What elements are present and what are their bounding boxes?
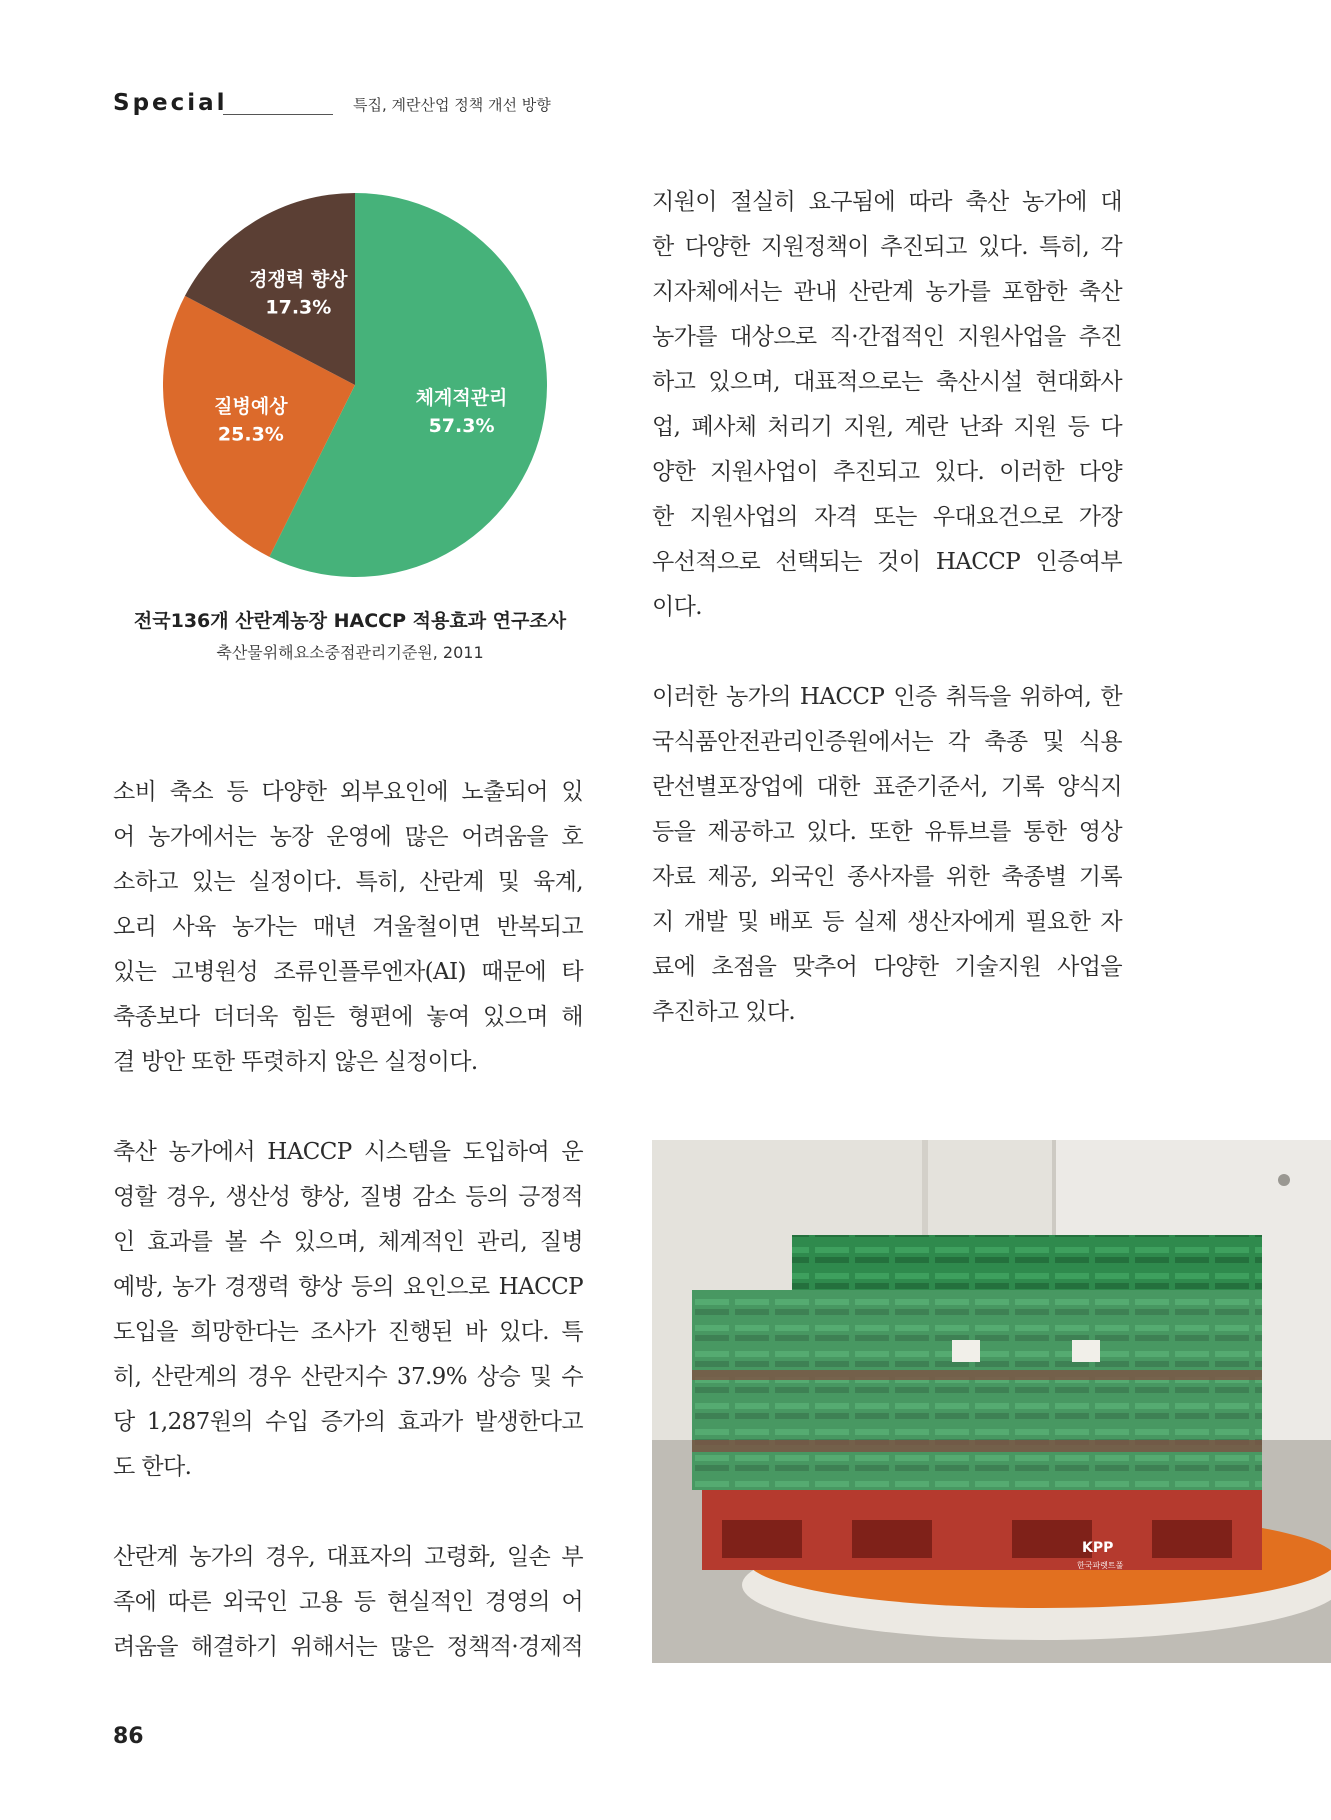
text-line: 농가를 대상으로 직·간접적인 지원사업을 추진 xyxy=(652,324,1122,350)
text-line: 축종보다 더더욱 힘든 형편에 놓여 있으며 해 xyxy=(113,1004,583,1030)
page-number: 86 xyxy=(113,1724,144,1749)
left-paragraph-3 xyxy=(113,1535,583,1670)
text-line: 지원이 절실히 요구됨에 따라 축산 농가에 대 xyxy=(652,189,1122,215)
left-paragraph-2 xyxy=(113,1130,583,1490)
pallet-subtext: 한국파렛트풀 xyxy=(1077,1561,1124,1570)
left-column xyxy=(113,770,583,1670)
section-label: Special xyxy=(113,90,228,116)
left-paragraph-1 xyxy=(113,770,583,1085)
text-line: 결 방안 또한 뚜렷하지 않은 실정이다. xyxy=(113,1049,478,1075)
text-line: 이러한 농가의 HACCP 인증 취득을 위하여, 한 xyxy=(652,684,1122,710)
slice-value: 17.3% xyxy=(265,296,332,319)
text-line: 축산 농가에서 HACCP 시스템을 도입하여 운 xyxy=(113,1139,583,1165)
text-line: 양한 지원사업이 추진되고 있다. 이러한 다양 xyxy=(652,459,1122,485)
text-line: 국식품안전관리인증원에서는 각 축종 및 식용 xyxy=(652,729,1122,755)
pallet-photo xyxy=(652,1140,1331,1663)
text-line: 소비 축소 등 다양한 외부요인에 노출되어 있 xyxy=(113,779,583,805)
right-column xyxy=(652,180,1122,1035)
text-line: 당 1,287원의 수입 증가의 효과가 발생한다고 xyxy=(113,1409,583,1435)
pallet-illustration xyxy=(652,1140,1331,1663)
text-line: 하고 있으며, 대표적으로는 축산시설 현대화사 xyxy=(652,369,1122,395)
text-line: 자료 제공, 외국인 종사자를 위한 축종별 기록 xyxy=(652,864,1122,890)
text-line: 등을 제공하고 있다. 또한 유튜브를 통한 영상 xyxy=(652,819,1122,845)
slice-label: 경쟁력 향상 xyxy=(249,268,348,291)
right-paragraph-1 xyxy=(652,180,1122,630)
pie-chart xyxy=(150,180,560,590)
chart-source: 축산물위해요소중점관리기준원, 2011 xyxy=(216,643,484,662)
right-paragraph-2 xyxy=(652,675,1122,1035)
text-line: 한 다양한 지원정책이 추진되고 있다. 특히, 각 xyxy=(652,234,1122,260)
slice-value: 57.3% xyxy=(428,415,495,438)
text-line: 우선적으로 선택되는 것이 HACCP 인증여부 xyxy=(652,549,1122,575)
text-line: 족에 따른 외국인 고용 등 현실적인 경영의 어 xyxy=(113,1589,583,1615)
text-line: 영할 경우, 생산성 향상, 질병 감소 등의 긍정적 xyxy=(113,1184,583,1210)
text-line: 도입을 희망한다는 조사가 진행된 바 있다. 특 xyxy=(113,1319,583,1345)
text-line: 도 한다. xyxy=(113,1454,192,1480)
section-subtitle: 특집, 계란산업 정책 개선 방향 xyxy=(353,96,551,114)
text-line: 예방, 농가 경쟁력 향상 등의 요인으로 HACCP xyxy=(113,1274,583,1300)
text-line: 지자체에서는 관내 산란계 농가를 포함한 축산 xyxy=(652,279,1122,305)
text-line: 오리 사육 농가는 매년 겨울철이면 반복되고 xyxy=(113,914,583,940)
crate-label xyxy=(952,1340,980,1362)
crate-label xyxy=(1072,1340,1100,1362)
slice-label: 질병예상 xyxy=(214,395,288,418)
header-rule xyxy=(223,114,333,115)
slice-value: 25.3% xyxy=(217,423,284,446)
text-line: 히, 산란계의 경우 산란지수 37.9% 상승 및 수 xyxy=(113,1364,583,1390)
text-line: 인 효과를 볼 수 있으며, 체계적인 관리, 질병 xyxy=(113,1229,583,1255)
text-line: 이다. xyxy=(652,594,702,620)
text-line: 료에 초점을 맞추어 다양한 기술지원 사업을 xyxy=(652,954,1122,980)
door-handle xyxy=(1278,1174,1290,1186)
text-line: 산란계 농가의 경우, 대표자의 고령화, 일손 부 xyxy=(113,1544,583,1570)
text-line: 란선별포장업에 대한 표준기준서, 기록 양식지 xyxy=(652,774,1122,800)
text-line: 있는 고병원성 조류인플루엔자(AI) 때문에 타 xyxy=(113,959,583,985)
text-line: 지 개발 및 배포 등 실제 생산자에게 필요한 자 xyxy=(652,909,1122,935)
text-line: 소하고 있는 실정이다. 특히, 산란계 및 육계, xyxy=(113,869,583,895)
plastic-wrap xyxy=(692,1290,1262,1490)
text-line: 추진하고 있다. xyxy=(652,999,796,1025)
text-line: 한 지원사업의 자격 또는 우대요건으로 가장 xyxy=(652,504,1122,530)
page-header xyxy=(113,90,1213,124)
pallet-brand: KPP xyxy=(1082,1540,1114,1556)
text-line: 려움을 해결하기 위해서는 많은 정책적·경제적 xyxy=(113,1634,583,1660)
text-line: 업, 폐사체 처리기 지원, 계란 난좌 지원 등 다 xyxy=(652,414,1122,440)
slice-label: 체계적관리 xyxy=(415,387,508,410)
chart-title: 전국136개 산란계농장 HACCP 적용효과 연구조사 xyxy=(133,610,567,632)
text-line: 어 농가에서는 농장 운영에 많은 어려움을 호 xyxy=(113,824,583,850)
